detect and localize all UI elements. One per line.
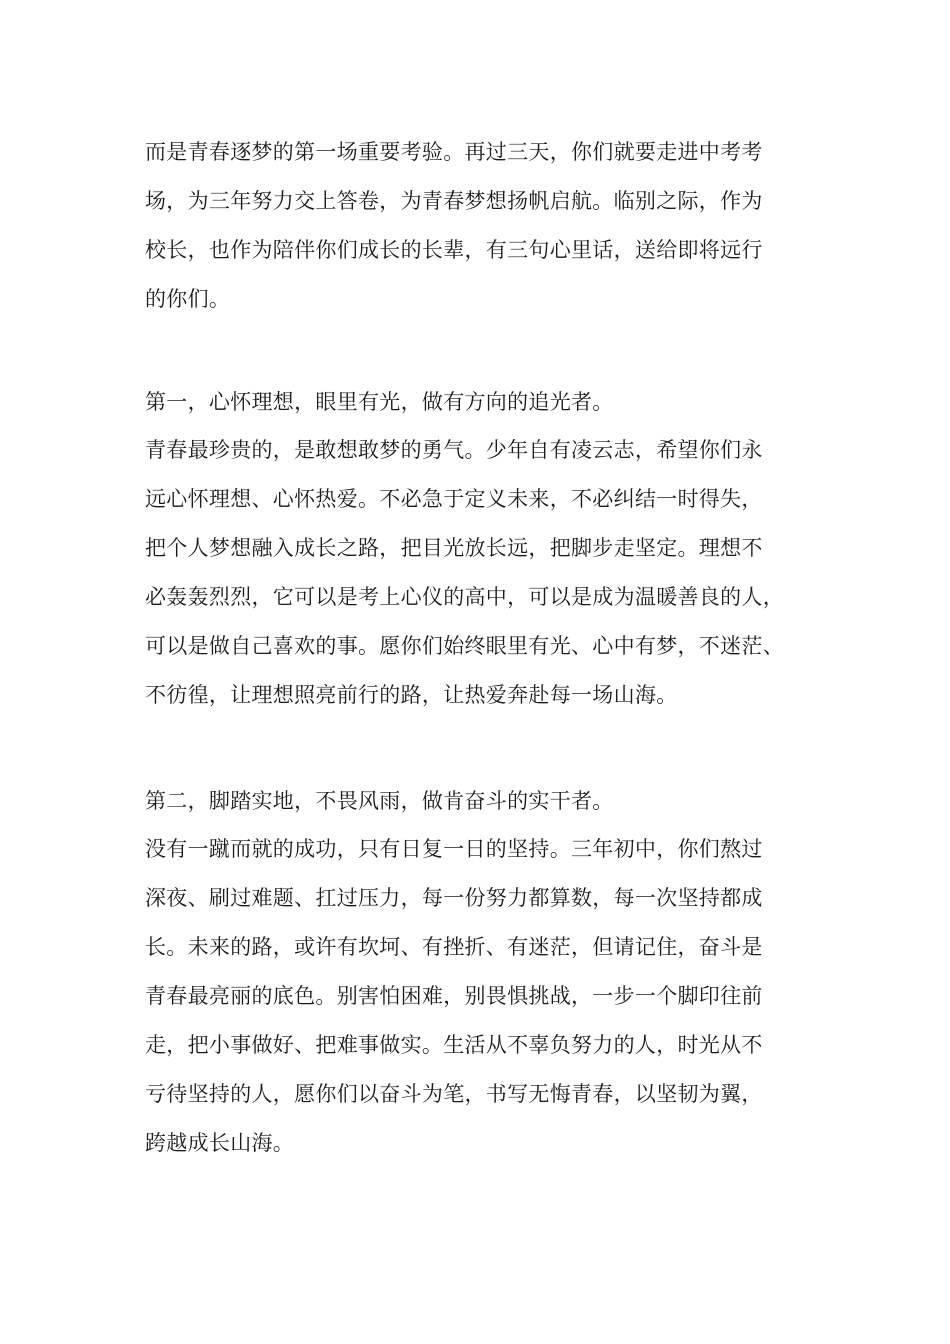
paragraph-line: 场，为三年努力交上答卷，为青春梦想扬帆启航。临别之际，作为 (145, 189, 763, 213)
paragraph-line: 青春最珍贵的，是敢想敢梦的勇气。少年自有凌云志，希望你们永 (145, 438, 763, 462)
paragraph-line: 可以是做自己喜欢的事。愿你们始终眼里有光、心中有梦，不迷茫、 (145, 634, 784, 658)
paragraph-line: 而是青春逐梦的第一场重要考验。再过三天，你们就要走进中考考 (145, 140, 763, 164)
section-one (145, 378, 845, 720)
section-two-heading: 第二，脚踏实地，不畏风雨，做肯奋斗的实干者。 (145, 789, 614, 813)
paragraph-line: 不彷徨，让理想照亮前行的路，让热爱奔赴每一场山海。 (145, 683, 678, 707)
paragraph-line: 跨越成长山海。 (145, 1131, 295, 1155)
paragraph-line: 没有一蹴而就的成功，只有日复一日的坚持。三年初中，你们熬过 (145, 837, 763, 861)
intro-paragraph (145, 128, 845, 324)
paragraph-line: 远心怀理想、心怀热爱。不必急于定义未来，不必纠结一时得失， (145, 487, 763, 511)
section-one-heading: 第一，心怀理想，眼里有光，做有方向的追光者。 (145, 390, 614, 414)
section-two (145, 777, 845, 1168)
paragraph-line: 校长，也作为陪伴你们成长的长辈，有三句心里话，送给即将远行 (145, 238, 763, 262)
paragraph-line: 必轰轰烈烈，它可以是考上心仪的高中，可以是成为温暖善良的人， (145, 585, 784, 609)
paragraph-line: 的你们。 (145, 287, 231, 311)
paragraph-line: 把个人梦想融入成长之路，把目光放长远，把脚步走坚定。理想不 (145, 536, 763, 560)
paragraph-line: 深夜、刷过难题、扛过压力，每一份努力都算数，每一次坚持都成 (145, 886, 763, 910)
paragraph-line: 青春最亮丽的底色。别害怕困难，别畏惧挑战，一步一个脚印往前 (145, 984, 763, 1008)
paragraph-line: 走，把小事做好、把难事做实。生活从不辜负努力的人，时光从不 (145, 1033, 763, 1057)
paragraph-line: 长。未来的路，或许有坎坷、有挫折、有迷茫，但请记住，奋斗是 (145, 935, 763, 959)
paragraph-line: 亏待坚持的人，愿你们以奋斗为笔，书写无悔青春，以坚韧为翼， (145, 1082, 763, 1106)
